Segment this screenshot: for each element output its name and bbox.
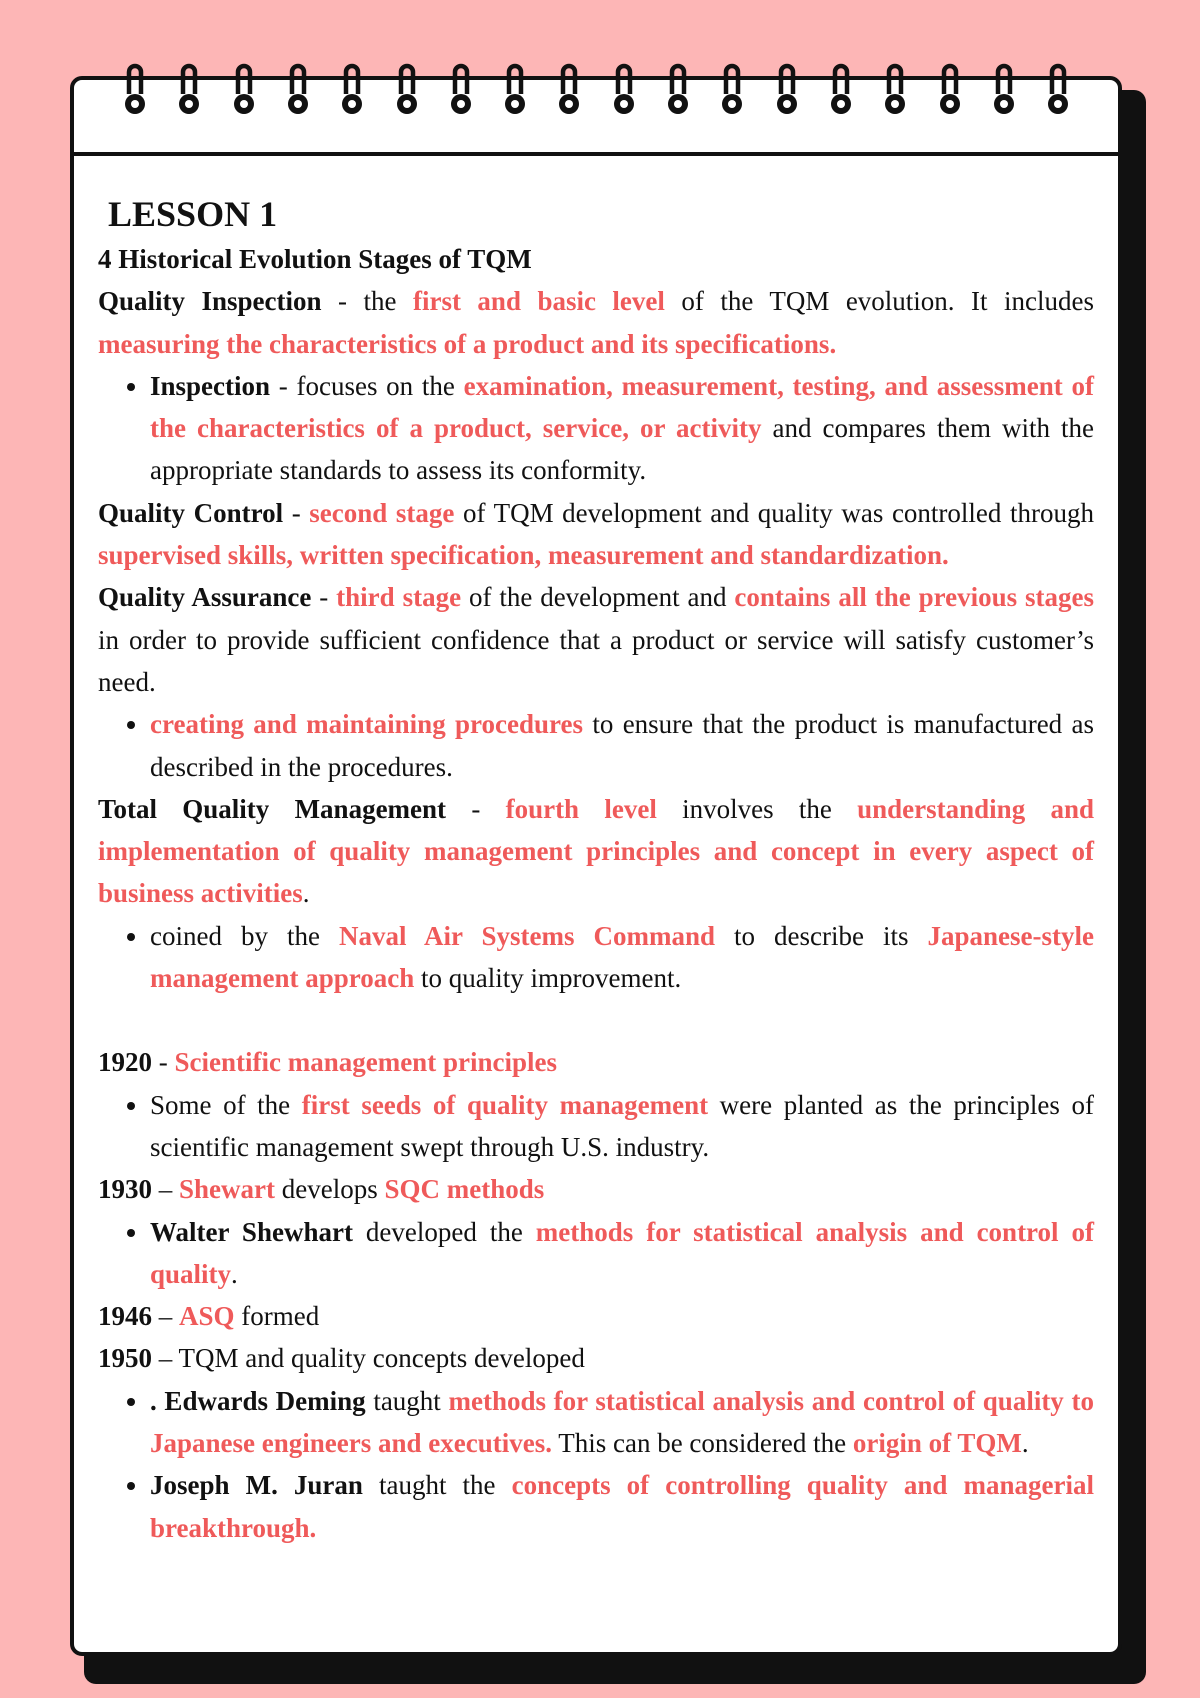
bullet-juran: • Joseph M. Juran taught the concepts of controlling quality and managerial breakthrough. xyxy=(150,1464,1094,1549)
binding-ring-icon xyxy=(337,60,367,118)
lesson-content xyxy=(98,190,1094,1549)
binding-ring-icon xyxy=(174,60,204,118)
binding-ring-icon xyxy=(663,60,693,118)
highlight: measuring the characteristics of a product and its specifications. xyxy=(98,328,837,359)
timeline-1920: 1920 - Scientific management principles xyxy=(98,1047,557,1078)
binding-ring-icon xyxy=(1043,60,1073,118)
timeline-1950: 1950 – TQM and quality concepts developed xyxy=(98,1343,585,1374)
binding-ring-icon xyxy=(989,60,1019,118)
stage-quality-assurance: Quality Assurance - third stage of the development and contains all the previous stages in order to provide sufficient confidence that a product or service will satisfy customer’s need. xyxy=(98,582,1094,697)
binding-ring-icon xyxy=(283,60,313,118)
bullet-naval: • coined by the Naval Air Systems Command to describe its Japanese-style management approach to quality improvement. xyxy=(150,915,1094,1000)
binding-ring-icon xyxy=(500,60,530,118)
binding-ring-icon xyxy=(229,60,259,118)
section-heading: 4 Historical Evolution Stages of TQM xyxy=(98,244,532,274)
bullet-deming: • . Edwards Deming taught methods for statistical analysis and control of quality to Japanese engineers and executives. This can be considered the origin of TQM. xyxy=(150,1380,1094,1465)
binding-ring-icon xyxy=(717,60,747,118)
binding-ring-icon xyxy=(826,60,856,118)
stage-tqm: Total Quality Management - fourth level involves the understanding and implementation of quality management principles and concept in every aspect of business activities. xyxy=(98,793,1094,909)
timeline-1946: 1946 – ASQ formed xyxy=(98,1301,320,1332)
binding-ring-icon xyxy=(120,60,150,118)
lesson-title: LESSON 1 xyxy=(108,194,278,234)
bullet-1930: • Walter Shewhart developed the methods for statistical analysis and control of quality. xyxy=(150,1211,1094,1296)
binding-ring-icon xyxy=(392,60,422,118)
stage-quality-inspection: Quality Inspection - the first and basic level of the TQM evolution. It includes measuring the characteristics of a product and its specifications. xyxy=(98,286,1094,359)
highlight: first and basic level xyxy=(412,286,665,317)
bullet-inspection: • Inspection - focuses on the examination, measurement, testing, and assessment of the characteristics of a product, service, or activity and compares them with the appropriate standards to assess its conformity. xyxy=(150,365,1094,492)
binding-ring-icon xyxy=(772,60,802,118)
bullet-procedures: • creating and maintaining procedures to ensure that the product is manufactured as described in the procedures. xyxy=(150,703,1094,788)
binding-ring-icon xyxy=(935,60,965,118)
bullet-1920: • Some of the first seeds of quality management were planted as the principles of scientific management swept through U.S. industry. xyxy=(150,1084,1094,1169)
binding-ring-icon xyxy=(446,60,476,118)
binding-ring-icon xyxy=(609,60,639,118)
term: Quality Inspection xyxy=(98,286,322,317)
timeline-1930: 1930 – Shewart develops SQC methods xyxy=(98,1174,545,1205)
binding-ring-icon xyxy=(880,60,910,118)
stage-quality-control: Quality Control - second stage of TQM development and quality was controlled through supervised skills, written specification, measurement and standardization. xyxy=(98,497,1094,571)
binding-ring-icon xyxy=(554,60,584,118)
notebook-card xyxy=(70,76,1122,1656)
